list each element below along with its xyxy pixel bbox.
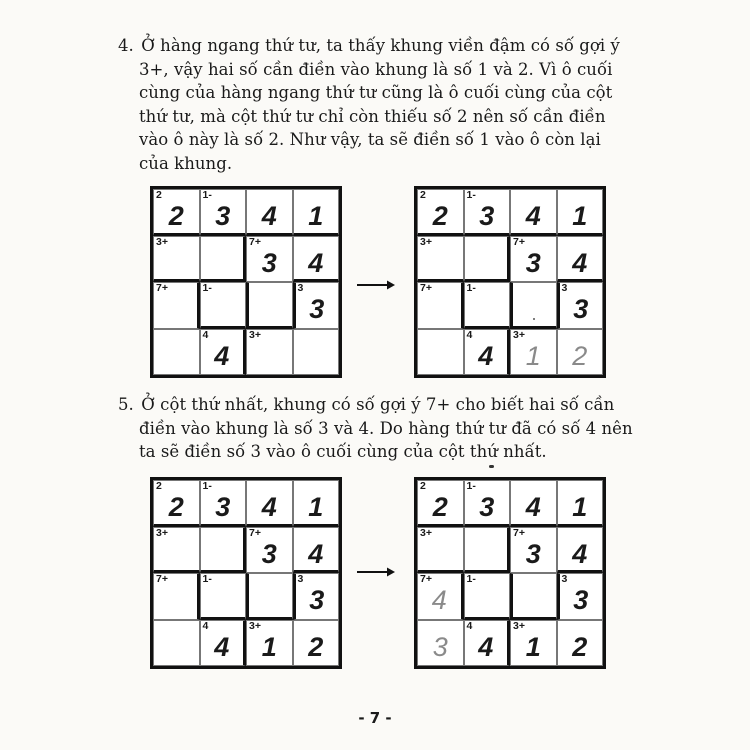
grid-cell (293, 573, 340, 620)
grid-cell (200, 480, 247, 527)
grid-cell (246, 236, 293, 283)
filled-number: 2 (572, 631, 588, 662)
grid-cell (246, 282, 293, 329)
cage-clue: 3+ (156, 526, 168, 539)
step-4-line-2: 3+, vậy hai số cần điền vào khung là số 1 và 2. Vì ô cuối (139, 59, 613, 79)
cage-clue: 7+ (156, 282, 168, 294)
filled-number: 1 (261, 631, 277, 662)
grid-cell (464, 282, 511, 329)
grid-cell (153, 480, 200, 527)
step-5-number: 5. (118, 395, 134, 414)
step-5-text (118, 393, 638, 464)
grid-cell (200, 329, 247, 376)
kenken-grid-step4-after (414, 186, 606, 378)
filled-number-new: 1 (525, 340, 541, 371)
cage-clue: 3+ (420, 235, 432, 248)
grid-cell (510, 189, 557, 236)
filled-number: 4 (478, 340, 494, 371)
grid-cell (557, 573, 604, 620)
filled-number: 1 (525, 631, 541, 662)
grid-cell (557, 480, 604, 527)
grid-cell (510, 480, 557, 527)
cage-clue: 7+ (420, 573, 432, 585)
cage-clue: 7+ (420, 282, 432, 294)
page-number: - 7 - (358, 709, 392, 727)
kenken-grid-step5-after (414, 477, 606, 669)
filled-number: 1 (572, 201, 588, 231)
cage-clue: 7+ (249, 526, 261, 539)
grid-cell (557, 282, 604, 329)
cage-clue: 1- (466, 573, 476, 585)
grid-cell (417, 573, 464, 620)
arrow-right-icon (357, 566, 395, 578)
filled-number: 2 (168, 201, 184, 231)
filled-number-new: 3 (432, 631, 448, 662)
filled-number: 3 (261, 247, 277, 278)
filled-number: 2 (308, 631, 324, 662)
filled-number: 3 (309, 585, 325, 615)
filled-number: 4 (478, 631, 494, 662)
grid-cell (293, 282, 340, 329)
cage-clue: 1- (202, 189, 212, 201)
filled-number: 3 (573, 294, 589, 324)
filled-number: 3 (261, 538, 277, 569)
grid-cell (510, 282, 557, 329)
grid-cell (293, 236, 340, 283)
filled-number: 3 (309, 294, 325, 324)
grid-cell (246, 620, 293, 667)
grid-cell (200, 527, 247, 574)
step-4-text (118, 34, 638, 175)
cage-clue: 4 (202, 328, 209, 341)
grid-cell (464, 189, 511, 236)
grid-cell (153, 620, 200, 667)
grid-cell (153, 329, 200, 376)
cage-clue: 3+ (249, 328, 261, 341)
filled-number: 3 (215, 201, 231, 231)
step-4-line-3: cùng của hàng ngang thứ tư cũng là ô cuối cùng của cột (139, 83, 613, 102)
cage-clue: 1- (466, 480, 476, 492)
grid-cell (464, 573, 511, 620)
grid-cell (417, 480, 464, 527)
grid-cell (153, 527, 200, 574)
filled-number: 3 (479, 492, 495, 522)
cage-clue: 1- (202, 282, 212, 294)
cage-clue: 7+ (513, 526, 525, 539)
cage-clue: 3+ (249, 619, 261, 632)
grid-cell (464, 329, 511, 376)
filled-number: 4 (525, 492, 541, 522)
grid-cell (293, 527, 340, 574)
filled-number: 1 (308, 201, 324, 231)
grid-cell (417, 189, 464, 236)
filled-number: 2 (432, 201, 448, 231)
grid-cell (417, 236, 464, 283)
grid-cell (246, 573, 293, 620)
cage-clue: 4 (466, 619, 473, 632)
grid-cell (246, 480, 293, 527)
grid-cell (417, 329, 464, 376)
cage-clue: 3+ (513, 619, 525, 632)
grid-cell (293, 329, 340, 376)
step-4-line-6: của khung. (139, 153, 233, 173)
cage-clue: 2 (156, 480, 162, 492)
grid-cell (464, 620, 511, 667)
cage-clue: 3+ (156, 235, 168, 248)
filled-number-new: 2 (572, 340, 588, 371)
filled-number: 4 (572, 247, 588, 278)
grid-cell (557, 236, 604, 283)
kenken-grid-step4-before (150, 186, 342, 378)
filled-number: 4 (214, 340, 230, 371)
grid-cell (246, 527, 293, 574)
cage-clue: 1- (202, 573, 212, 585)
grid-cell (293, 189, 340, 236)
cage-clue: 2 (156, 189, 162, 201)
filled-number: 2 (432, 492, 448, 522)
filled-number: 4 (261, 201, 277, 231)
filled-number: 4 (214, 631, 230, 662)
filled-number: 1 (572, 492, 588, 522)
cage-clue: 7+ (513, 235, 525, 248)
filled-number: 2 (168, 492, 184, 522)
cage-clue: 2 (420, 480, 426, 492)
filled-number: 4 (308, 538, 324, 569)
cage-clue: 1- (466, 189, 476, 201)
grid-cell (246, 189, 293, 236)
grid-cell (153, 189, 200, 236)
cage-clue: 4 (466, 328, 473, 341)
cage-clue: 7+ (249, 235, 261, 248)
filled-number: 3 (525, 247, 541, 278)
grid-cell (200, 620, 247, 667)
cage-clue: 3+ (420, 526, 432, 539)
grid-cell (557, 189, 604, 236)
grid-cell (417, 620, 464, 667)
filled-number-new: 4 (431, 585, 447, 615)
grid-cell (464, 480, 511, 527)
grid-cell (200, 189, 247, 236)
cage-clue: 3 (297, 282, 304, 294)
cage-clue: 3 (561, 282, 568, 294)
filled-number: 3 (573, 585, 589, 615)
cage-clue: 1- (202, 480, 212, 492)
grid-cell (557, 527, 604, 574)
step-4-line-4: thứ tư, mà cột thứ tư chỉ còn thiếu số 2 nên số cần điền (139, 106, 606, 126)
step-4-number: 4. (118, 36, 134, 55)
grid-cell (510, 573, 557, 620)
grid-cell (200, 573, 247, 620)
cage-clue: 3+ (513, 328, 525, 341)
grid-cell (464, 236, 511, 283)
grid-cell (510, 620, 557, 667)
grid-cell (293, 620, 340, 667)
filled-number: 4 (572, 538, 588, 569)
grid-cell (510, 329, 557, 376)
kenken-grid-step5-before (150, 477, 342, 669)
grid-cell (246, 329, 293, 376)
grid-cell (200, 236, 247, 283)
filled-number: 1 (308, 492, 324, 522)
grid-cell (153, 282, 200, 329)
grid-cell (293, 480, 340, 527)
filled-number: 3 (479, 201, 495, 231)
step-5-line-3: ta sẽ điền số 3 vào ô cuối cùng của cột thứ nhất. (139, 442, 547, 461)
step-5-line-1: 5. Ở cột thứ nhất, khung có số gợi ý 7+ cho biết hai số cần (118, 393, 638, 417)
pencil-dot (533, 318, 535, 320)
grid-cell (464, 527, 511, 574)
cage-clue: 4 (202, 619, 209, 632)
grid-cell (417, 282, 464, 329)
grid-cell (510, 527, 557, 574)
filled-number: 3 (525, 538, 541, 569)
filled-number: 4 (308, 247, 324, 278)
cage-clue: 3 (561, 573, 568, 585)
cage-clue: 2 (420, 189, 426, 201)
grid-cell (557, 620, 604, 667)
step-5-line-2: điền vào khung là số 3 và 4. Do hàng thứ tư đã có số 4 nên (139, 418, 633, 438)
filled-number: 4 (261, 492, 277, 522)
arrow-right-icon (357, 279, 395, 291)
print-smudge (489, 465, 494, 468)
cage-clue: 1- (466, 282, 476, 294)
filled-number: 4 (525, 201, 541, 231)
cage-clue: 3 (297, 573, 304, 585)
grid-cell (153, 236, 200, 283)
step-4-line-1: 4. Ở hàng ngang thứ tư, ta thấy khung viền đậm có số gợi ý (118, 34, 638, 58)
filled-number: 3 (215, 492, 231, 522)
grid-cell (510, 236, 557, 283)
grid-cell (153, 573, 200, 620)
grid-cell (557, 329, 604, 376)
grid-cell (417, 527, 464, 574)
grid-cell (200, 282, 247, 329)
step-4-line-5: vào ô này là số 2. Như vậy, ta sẽ điền số 1 vào ô còn lại (139, 130, 601, 149)
cage-clue: 7+ (156, 573, 168, 585)
